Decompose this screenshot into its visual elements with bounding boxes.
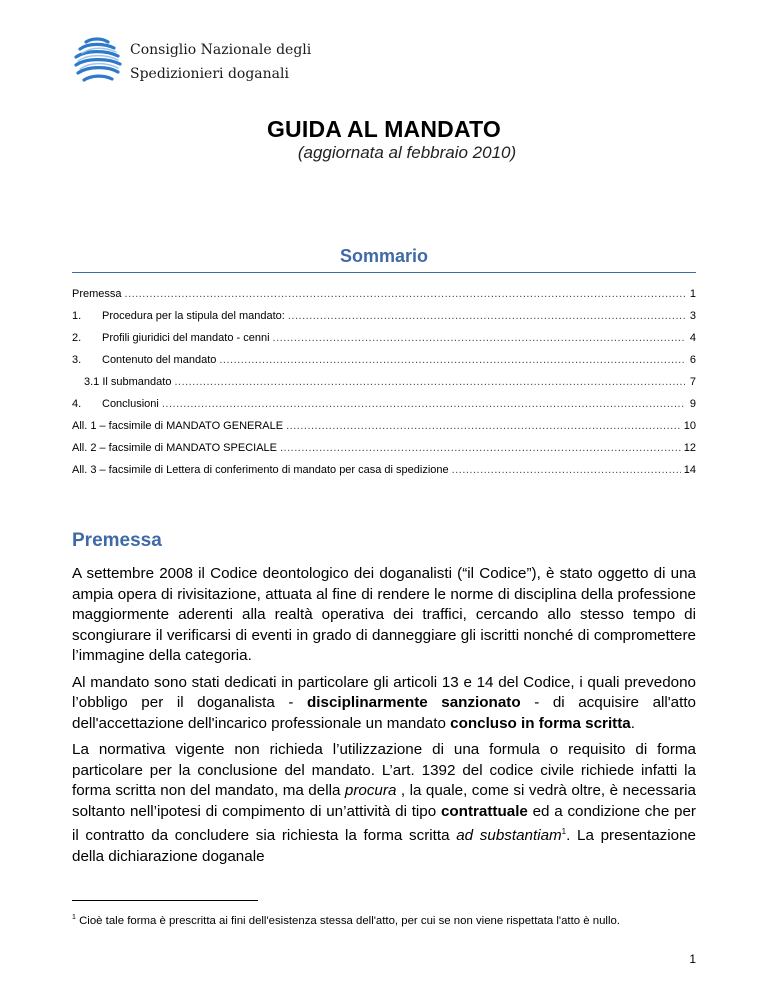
footnote-marker: 1: [72, 914, 76, 921]
italic-text: ad substantiam: [456, 827, 562, 845]
toc-entry[interactable]: [72, 332, 696, 354]
toc-entry-label: All. 2 – facsimile di MANDATO SPECIALE: [72, 442, 277, 454]
toc-leader: [280, 442, 681, 454]
page-number: 1: [689, 952, 696, 966]
paragraph: A settembre 2008 il Codice deontologico dei doganalisti (“il Codice”), è stato oggetto di una ampia opera di rivisitazione, attuata al fine di rendere le norme di disciplina della professione maggiormente aderenti alla realtà operativa dei traffici, cercando allo stesso tempo di scongiurare il verificarsi di eventi in grado di danneggiare gli iscritti nonché di compromettere l’immagine della categoria.: [72, 565, 696, 664]
toc-entry-label: All. 1 – facsimile di MANDATO GENERALE: [72, 420, 284, 432]
toc-leader: [452, 464, 681, 476]
toc-entry[interactable]: [72, 464, 696, 486]
section-heading: Premessa: [72, 530, 162, 551]
paragraph: [72, 740, 696, 867]
cnsd-swoosh-logo-icon: [72, 36, 124, 88]
toc-leader: [273, 332, 685, 344]
toc-entry[interactable]: [72, 376, 696, 398]
toc-entry[interactable]: [72, 442, 696, 464]
toc-leader: [219, 354, 685, 366]
toc-entry-page: 12: [683, 442, 696, 454]
footnote: [72, 910, 696, 929]
table-of-contents: [72, 288, 696, 486]
document-title: GUIDA AL MANDATO: [266, 116, 502, 142]
toc-leader: [162, 398, 685, 410]
toc-entry-label: Contenuto del mandato: [102, 354, 217, 366]
org-line-1: Consiglio Nazionale degli: [130, 42, 312, 58]
paragraph: [72, 673, 696, 735]
toc-entry[interactable]: [72, 310, 696, 332]
text-run: ed a condizione che per il contratto da concludere sia richiesta la forma scritta: [72, 802, 696, 845]
toc-entry[interactable]: [72, 288, 696, 310]
toc-entry-number: 2.: [72, 332, 82, 344]
toc-entry[interactable]: [72, 420, 696, 442]
toc-leader: [288, 310, 685, 322]
toc-leader: [286, 420, 681, 432]
organization-name: [130, 38, 311, 86]
footnote-text: Cioè tale forma è prescritta ai fini dell'esistenza stessa dell'atto, per cui se non viene rispettata l'atto è nullo.: [75, 914, 620, 927]
toc-entry-label: Profili giuridici del mandato - cenni: [102, 332, 270, 344]
toc-leader: [174, 376, 685, 388]
footnote-ref[interactable]: 1: [561, 827, 567, 836]
org-line-2: Spedizionieri doganali: [130, 66, 289, 82]
toc-entry-page: 3: [689, 310, 696, 322]
toc-entry[interactable]: [72, 398, 696, 420]
toc-entry-number: 4.: [72, 398, 82, 410]
bold-text: concluso in forma scritta: [450, 714, 631, 732]
toc-entry-number: 1.: [72, 310, 82, 322]
toc-entry-label: 3.1 Il submandato: [84, 376, 172, 388]
toc-entry-page: 10: [683, 420, 696, 432]
toc-leader: [125, 288, 685, 300]
text-run: . La presentazione della dichiarazione doganale: [72, 827, 696, 865]
text-run: La normativa vigente non richieda l’utilizzazione di una formula o requisito di forma particolare per la conclusione del mandato. L’art. 1392 del codice civile richiede infatti la forma scritta non del mandato, ma della: [72, 741, 696, 799]
toc-entry-page: 4: [689, 332, 696, 344]
toc-entry-label: All. 3 – facsimile di Lettera di conferimento di mandato per casa di spedizione: [72, 464, 449, 476]
text-run: , la quale, come si vedrà oltre, è necessaria soltanto nell’ipotesi di compimento di un’attività di tipo: [72, 782, 696, 820]
letterhead: [72, 36, 311, 88]
bold-text: disciplinarmente sanzionato: [307, 694, 521, 711]
text-run: - di acquisire all'atto dell'accettazione dell'incarico professionale un mandato: [72, 694, 696, 732]
bold-text: contrattuale: [440, 802, 528, 820]
toc-entry-page: 6: [689, 354, 696, 366]
toc-entry-label: Procedura per la stipula del mandato:: [102, 310, 285, 322]
toc-entry[interactable]: [72, 354, 696, 376]
toc-entry-label: Premessa: [72, 288, 122, 300]
toc-entry-page: 14: [683, 464, 696, 476]
toc-entry-label: Conclusioni: [102, 398, 159, 410]
toc-entry-page: 9: [689, 398, 696, 410]
toc-heading: Sommario: [0, 246, 768, 267]
document-subtitle: (aggiornata al febbraio 2010): [297, 143, 517, 162]
text-run: .: [630, 714, 635, 732]
footnote-separator: [72, 900, 258, 901]
text-run: Al mandato sono stati dedicati in particolare gli articoli 13 e 14 del Codice, i quali prevedono l’obbligo per il doganalista -: [72, 673, 696, 711]
toc-entry-page: 1: [689, 288, 696, 300]
toc-entry-page: 7: [689, 376, 696, 388]
section-body: [72, 564, 696, 873]
toc-entry-number: 3.: [72, 354, 82, 366]
italic-text: procura: [344, 782, 397, 799]
